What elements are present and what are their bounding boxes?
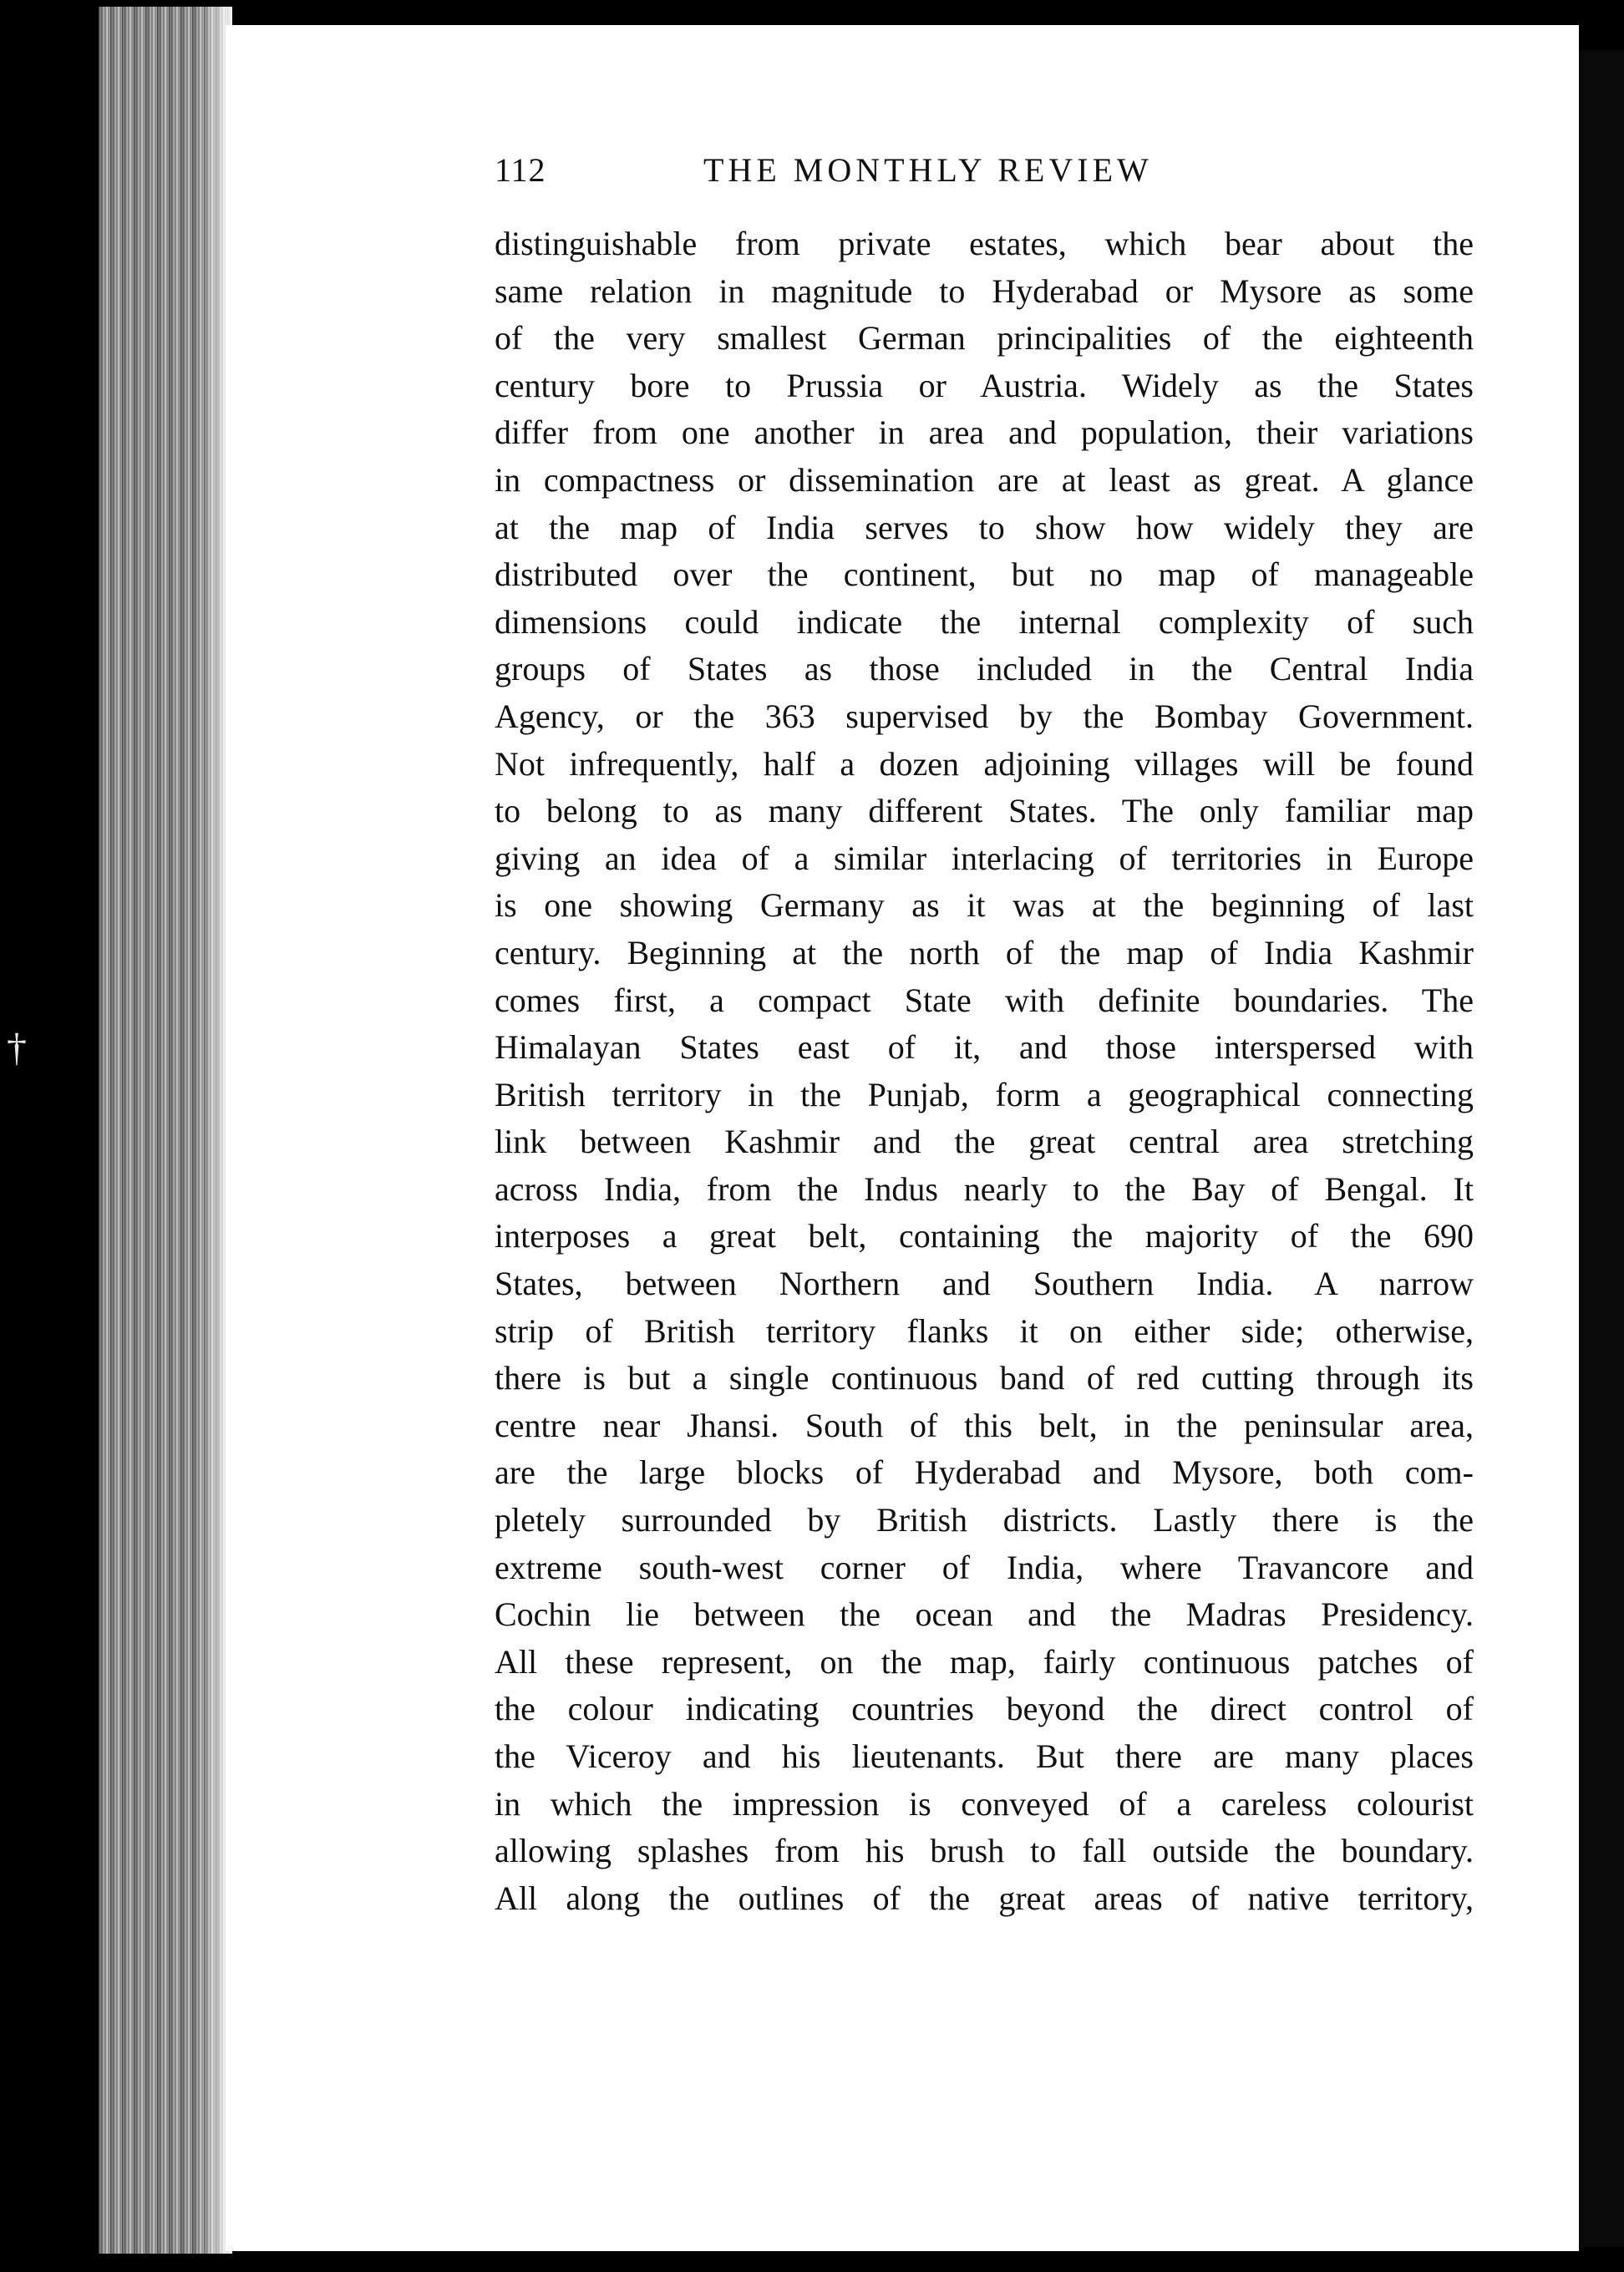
text-line: All along the outlines of the great areas of native territory, <box>495 1879 1474 1917</box>
text-line: All these represent, on the map, fairly continuous patches of <box>495 1642 1474 1681</box>
text-line: distinguishable from private estates, which bear about the <box>495 225 1474 262</box>
text-line: same relation in magnitude to Hyderabad or Mysore as some <box>495 271 1474 310</box>
text-line: the Viceroy and his lieutenants. But there are many places <box>495 1737 1474 1775</box>
text-line: is one showing Germany as it was at the beginning of last <box>495 886 1474 925</box>
text-line: are the large blocks of Hyderabad and Mysore, both com- <box>495 1453 1474 1492</box>
text-line: there is but a single continuous band of red cutting through its <box>495 1359 1474 1397</box>
text-line: of the very smallest German principalities of the eighteenth <box>495 319 1474 358</box>
scan-artifact-mark: † <box>7 1026 27 1070</box>
text-line: century. Beginning at the north of the map of India Kashmir <box>495 933 1474 971</box>
book-page-edges <box>99 7 232 2254</box>
text-line: the colour indicating countries beyond the direct control of <box>495 1690 1474 1728</box>
text-line: centre near Jhansi. South of this belt, in the peninsular area, <box>495 1406 1474 1444</box>
text-line: across India, from the Indus nearly to the Bay of Bengal. It <box>495 1169 1474 1208</box>
text-line: Cochin lie between the ocean and the Madras Presidency. <box>495 1595 1474 1634</box>
text-line: Himalayan States east of it, and those interspersed with <box>495 1028 1474 1067</box>
text-line: in compactness or dissemination are at least as great. A glance <box>495 460 1474 499</box>
text-line: States, between Northern and Southern India. A narrow <box>495 1265 1474 1303</box>
text-line: to belong to as many different States. The only familiar map <box>495 792 1474 830</box>
page-number: 112 <box>495 151 546 189</box>
text-line: groups of States as those included in the Central India <box>495 650 1474 688</box>
running-head <box>495 150 1474 217</box>
text-line: in which the impression is conveyed of a careless colourist <box>495 1784 1474 1823</box>
text-line: allowing splashes from his brush to fall outside the boundary. <box>495 1832 1474 1870</box>
text-line: at the map of India serves to show how widely they are <box>495 508 1474 546</box>
text-line: link between Kashmir and the great central area stretching <box>495 1123 1474 1161</box>
text-line: Not infrequently, half a dozen adjoining villages will be found <box>495 744 1474 783</box>
text-line: distributed over the continent, but no map of manageable <box>495 555 1474 594</box>
text-line: strip of British territory flanks it on either side; otherwise, <box>495 1311 1474 1350</box>
text-line: differ from one another in area and population, their variations <box>495 413 1474 452</box>
text-line: extreme south-west corner of India, where Travancore and <box>495 1548 1474 1586</box>
text-line: comes first, a compact State with definite boundaries. The <box>495 981 1474 1019</box>
text-line: pletely surrounded by British districts. Lastly there is the <box>495 1501 1474 1539</box>
journal-title: THE MONTHLY REVIEW <box>703 151 1153 189</box>
text-line: British territory in the Punjab, form a geographical connecting <box>495 1075 1474 1113</box>
text-line: dimensions could indicate the internal complexity of such <box>495 602 1474 641</box>
text-line: century bore to Prussia or Austria. Widely as the States <box>495 366 1474 404</box>
text-line: giving an idea of a similar interlacing of territories in Europe <box>495 839 1474 877</box>
text-line: interposes a great belt, containing the majority of the 690 <box>495 1217 1474 1255</box>
text-line: Agency, or the 363 supervised by the Bombay Government. <box>495 697 1474 735</box>
body-text <box>495 221 1474 1922</box>
page-text-block <box>495 150 1474 1922</box>
facing-page-edge <box>1579 50 1624 2247</box>
